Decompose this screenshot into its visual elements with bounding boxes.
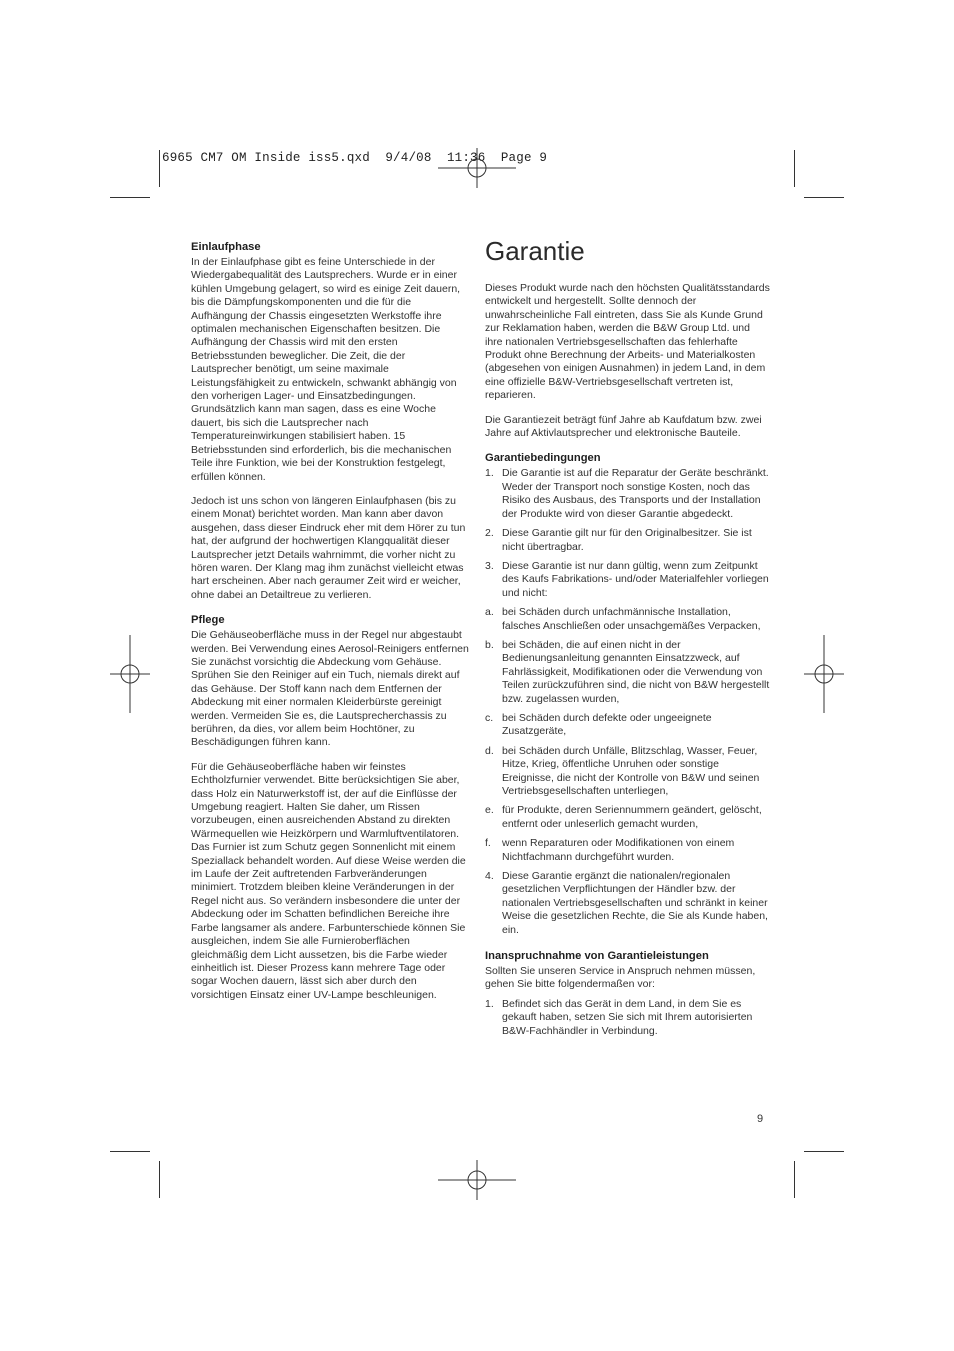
garantie-intro-2: Die Garantiezeit beträgt fünf Jahre ab Kaufdatum bzw. zwei Jahre auf Aktivlautsprecher und elektronische Bauteile. [485, 413, 762, 440]
einlaufphase-heading: Einlaufphase [191, 241, 261, 253]
list-item-text: bei Schäden durch Unfälle, Blitzschlag, Wasser, Feuer, Hitze, Krieg, öffentliche Unruhen oder sonstige Ereignisse, die nicht der Kontrolle von B&W und seinen Vertriebsgesellschaften unterliegen, [502, 744, 760, 797]
list-item-text: Diese Garantie ergänzt die nationalen/regionalen gesetzlichen Verpflichtungen der Händler bzw. der nationalen Vertriebsgesellschaften und schränkt in keiner Weise die gesetzlichen Rechte, die Sie als Kunde haben, ein. [502, 870, 768, 936]
crop-mark [110, 197, 150, 198]
registration-mark-left [110, 635, 150, 713]
list-item-number: c. [485, 711, 494, 724]
list-item-text: bei Schäden durch defekte oder ungeeignete Zusatzgeräte, [502, 711, 712, 738]
list-item-number: a. [485, 606, 494, 619]
list-item-text: bei Schäden durch unfachmännische Installation, falsches Anschließen oder unsachgemäßes Verpacken, [502, 606, 761, 632]
list-item-text: für Produkte, deren Seriennummern geändert, gelöscht, entfernt oder unleserlich gemacht wurden, [502, 804, 762, 830]
list-item-number: 2. [485, 527, 494, 540]
slug-line: 6965 CM7 OM Inside iss5.qxd 9/4/08 11:36 Page 9 [162, 151, 548, 165]
garantie-intro-1: Dieses Produkt wurde nach den höchsten Qualitätsstandards entwickelt und hergestellt. Sollte dennoch der unwahrscheinliche Fall eintreten, dass Sie als Kunde Grund zur Reklamation haben, werden die B&W Group Ltd. und ihre nationalen Vertriebsgesellschaften das fehlerhafte Produkt ohne Berechnung der Arbeits- und Materialkosten (abgesehen von einigen Ausnahmen) in jedem Land, in dem eine offizielle B&W-Vertriebsgesellschaft vertreten ist, reparieren. [485, 282, 770, 402]
crop-mark [159, 1161, 160, 1198]
registration-mark-bottom [438, 1160, 516, 1200]
crop-mark [794, 1161, 795, 1198]
registration-mark-right [804, 635, 844, 713]
einlaufphase-paragraph-2: Jedoch ist uns schon von längeren Einlaufphasen (bis zu einem Monat) berichtet worden. Man kann aber davon ausgehen, dass dieser Eindruck eher mit dem Hörer zu tun hat, der aufgrund der hochwertigen Klangqualität dieser Lautsprecher jetzt Details wahrnimmt, die vorher nicht zu hören waren. Der Klang mag ihm zunächst vielleicht etwas hart erscheinen. Aber nach geraumer Zeit wird er weicher, ohne dabei an Detailtreue zu verlieren. [191, 494, 466, 601]
list-item-number: 1. [485, 997, 494, 1010]
list-item [485, 870, 770, 937]
garantiebedingungen-heading: Garantiebedingungen [485, 452, 601, 465]
registration-mark-top [438, 148, 516, 188]
list-item [485, 998, 770, 1038]
list-item [485, 560, 770, 600]
inanspruchnahme-intro: Sollten Sie unseren Service in Anspruch nehmen müssen, gehen Sie bitte folgendermaßen vor: [485, 965, 756, 991]
page-number: 9 [757, 1113, 764, 1125]
einlaufphase-paragraph-1: In der Einlaufphase gibt es feine Unterschiede in der Wiedergabequalität des Lautsprechers. Wurde er in einer kühlen Umgebung gelagert, so wird es einige Zeit dauern, bis die Dämpfungskomponenten und die für die Aufhängung der Chassis eingesetzten Werkstoffe ihre optimalen mechanischen Eigenschaften besitzen. Die Aufhängung der Chassis wird mit den ersten Betriebsstunden beweglicher. Die Zeit, die der Lautsprecher benötigt, um seine maximale Leistungsfähigkeit zu entwickeln, schwankt abhängig von den vorherigen Lager- und Einsatzbedingungen. Grundsätzlich kann man sagen, dass es eine Woche dauert, bis sich die Lautsprecher nach Temperatureinwirkungen stabilisiert haben. 15 Betriebsstunden sind erforderlich, bis die mechanischen Teile ihre Funktion, wie bei der Konstruktion festgelegt, erfüllen können. [191, 256, 461, 483]
list-item [485, 606, 770, 633]
list-item-text: wenn Reparaturen oder Modifikationen von einem Nichtfachmann durchgeführt wurden. [502, 837, 735, 863]
list-item-text: Diese Garantie ist nur dann gültig, wenn zum Zeitpunkt des Kaufs Fabrikations- und/oder Materialfehler vorliegen und nicht: [502, 559, 769, 599]
page-title: Garantie [485, 236, 585, 266]
crop-mark [110, 1151, 150, 1152]
right-column [485, 236, 770, 1050]
list-item-text: Befindet sich das Gerät in dem Land, in dem Sie es gekauft haben, setzen Sie sich mit Ihrem autorisierten B&W-Fachhändler in Verbindung. [502, 997, 753, 1037]
list-item-number: 3. [485, 559, 494, 572]
list-item-number: f. [485, 837, 491, 850]
crop-mark [794, 150, 795, 187]
pflege-paragraph-1: Die Gehäuseoberfläche muss in der Regel nur abgestaubt werden. Bei Verwendung eines Aerosol-Reinigers entfernen Sie zunächst vorsichtig die Abdeckung vom Gehäuse. Sprühen Sie den Reiniger auf ein Tuch, niemals direkt auf das Gehäuse. Der Stoff kann nach dem Entfernen der Abdeckung mit einer normalen Kleiderbürste gereinigt werden. Vermeiden Sie es, die Lautsprecherchassis zu berühren, da dies, vor allem beim Hochtöner, zu Beschädigungen führen kann. [191, 629, 469, 749]
crop-mark [804, 197, 844, 198]
list-item [485, 527, 770, 554]
pflege-heading: Pflege [191, 614, 225, 627]
list-item [485, 467, 770, 521]
inanspruchnahme-list [485, 998, 770, 1038]
list-item-number: 1. [485, 467, 494, 480]
list-item [485, 745, 770, 799]
crop-mark [804, 1151, 844, 1152]
list-item-number: b. [485, 638, 494, 651]
list-item-number: d. [485, 744, 494, 757]
left-column [191, 240, 469, 1013]
pflege-paragraph-2: Für die Gehäuseoberfläche haben wir feinstes Echtholzfurnier verwendet. Bitte berücksichtigen Sie aber, dass Holz ein Naturwerkstoff ist, der auf die Einflüsse der Umgebung reagiert. Halten Sie daher, um Rissen vorzubeugen, einen ausreichenden Abstand zu direkten Wärmequellen wie Heizkörpern und Warmluftventilatoren. Das Furnier ist zum Schutz gegen Sonnenlicht mit einem Speziallack behandelt worden. Auf diese Weise werden die im Laufe der Zeit auftretenden Farbveränderungen minimiert. Trotzdem bleiben kleine Veränderungen in der Regel nicht aus. So verändern insbesondere die unter der Abdeckung oder im Schatten befindlichen Bereiche ihre Farbe langsamer als andere. Farbunterschiede können Sie ausgleichen, indem Sie alle Furnieroberflächen gleichmäßig dem Licht aussetzen, bis die Farbe wieder einheitlich ist. Dieser Prozess kann mehrere Tage oder sogar Wochen dauern, lässt sich aber durch den vorsichtigen Einsatz einer UV-Lampe beschleunigen. [191, 760, 466, 1001]
list-item [485, 837, 770, 864]
list-item [485, 712, 770, 739]
list-item [485, 804, 770, 831]
inanspruchnahme-heading: Inanspruchnahme von Garantieleistungen [485, 950, 709, 963]
list-item [485, 639, 770, 706]
list-item-text: Diese Garantie gilt nur für den Originalbesitzer. Sie ist nicht übertragbar. [502, 527, 752, 553]
list-item-number: e. [485, 804, 494, 817]
garantiebedingungen-list [485, 467, 770, 937]
list-item-number: 4. [485, 870, 494, 883]
list-item-text: Die Garantie ist auf die Reparatur der Geräte beschränkt. Weder der Transport noch sonstige Kosten, noch das Risiko des Ausbaus, des Transports und der Installation der Produkte wird von dieser Garantie abgedeckt. [502, 467, 769, 520]
crop-mark [159, 150, 160, 187]
list-item-text: bei Schäden, die auf einen nicht in der Bedienungsanleitung genannten Einsatzzweck, auf Fahrlässigkeit, Modifikationen oder die Verwendung von Teilen zurückzuführen sind, die nicht von B&W hergestellt bzw. zugelassen wurden, [502, 638, 770, 705]
